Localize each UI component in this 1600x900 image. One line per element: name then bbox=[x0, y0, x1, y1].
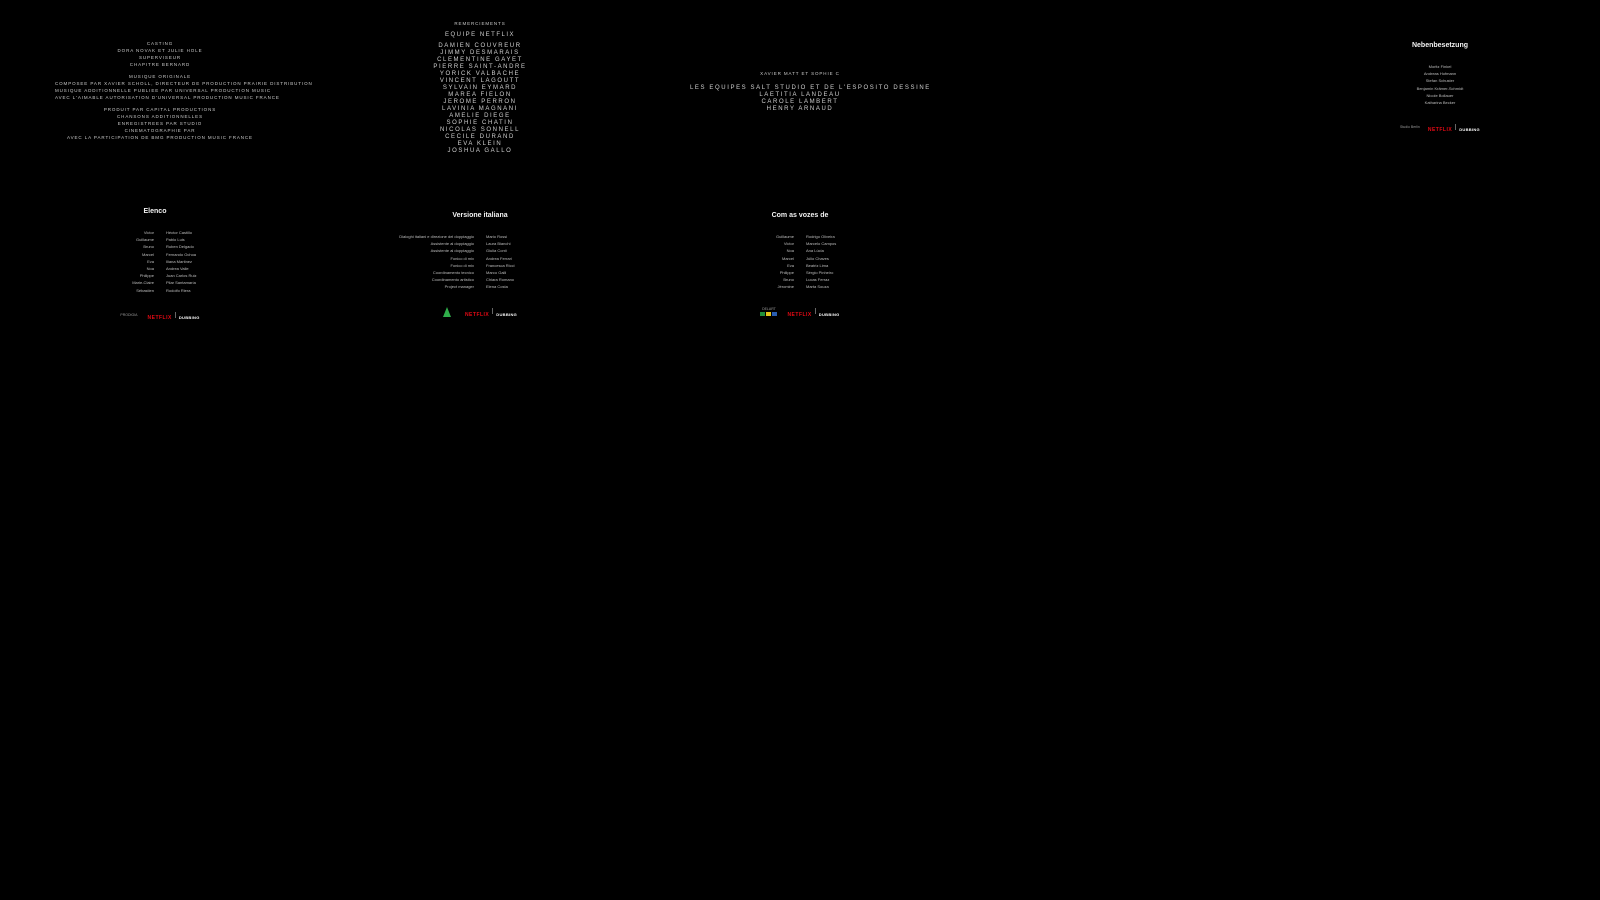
table-row bbox=[100, 229, 220, 236]
role-cell: Assistente al doppiaggio bbox=[430, 241, 474, 247]
team-name: VINCENT LAGOUTT bbox=[439, 78, 521, 84]
table-row bbox=[100, 258, 220, 265]
team-name: EVA KLEIN bbox=[457, 141, 503, 147]
section-title: Versione italiana bbox=[452, 212, 508, 219]
actor-cell: Júlio Chaves bbox=[806, 255, 829, 261]
table-row bbox=[100, 287, 220, 294]
actor-cell: Fernando Ochoa bbox=[166, 251, 197, 257]
role-cell: Sébastien bbox=[136, 287, 154, 293]
actor-cell: Marta Souza bbox=[806, 284, 829, 290]
table-row bbox=[390, 283, 570, 290]
role-cell: Dialoghi italiani e direzione del doppiaggio bbox=[399, 234, 474, 239]
team-subtitle: REMERCIEMENTS bbox=[454, 21, 506, 26]
actor-cell: Francesca Ricci bbox=[486, 262, 515, 268]
team-name: LAVINIA MAGNANI bbox=[442, 106, 518, 112]
actor-cell: Andrea Valle bbox=[166, 266, 189, 272]
tree-logo-icon bbox=[443, 307, 451, 317]
role-cell: Victor bbox=[783, 241, 794, 247]
actor-cell: Iliana Martinez bbox=[166, 258, 193, 264]
team-name: DAMIEN COUVREUR bbox=[438, 43, 522, 49]
team-name: NICOLAS SONNELL bbox=[439, 127, 521, 133]
credit-line: MUSIQUE ADDITIONNELLE PUBLIEE PAR UNIVERSAL PRODUCTION MUSIC bbox=[55, 88, 272, 93]
table-row bbox=[100, 236, 220, 243]
thanks-line: CAROLE LAMBERT bbox=[761, 99, 839, 105]
role-cell: Guillaume bbox=[135, 237, 154, 243]
dubbing-logo: DUBBING bbox=[178, 314, 200, 320]
team-name: PIERRE SAINT-ANDRE bbox=[433, 64, 527, 70]
table-row bbox=[100, 272, 220, 279]
flag-stripe bbox=[772, 312, 777, 316]
logo-bar bbox=[740, 303, 860, 321]
credits-panel-elenco bbox=[100, 208, 220, 324]
credit-line: CHAPITRE BERNARD bbox=[129, 62, 191, 67]
netflix-logo: NETFLIX bbox=[787, 311, 812, 318]
studio-logo bbox=[760, 307, 777, 316]
role-cell: Philippe bbox=[779, 270, 794, 276]
table-row bbox=[740, 233, 860, 240]
logo-divider bbox=[815, 308, 816, 314]
role-cell: Project manager bbox=[444, 284, 474, 290]
cast-list bbox=[1370, 63, 1510, 106]
section-title: Nebenbesetzung bbox=[1411, 42, 1468, 49]
logo-divider bbox=[492, 308, 493, 314]
actor-cell: Andrea Ferrari bbox=[486, 255, 512, 261]
role-cell: Eva bbox=[787, 262, 794, 268]
actor-cell: Ruben Delgado bbox=[166, 244, 194, 250]
list-item: Katharina Becker bbox=[1424, 100, 1456, 106]
role-cell: Noa bbox=[146, 266, 154, 272]
flag-stripe bbox=[760, 312, 765, 316]
role-cell: Marcel bbox=[781, 255, 794, 261]
list-item: Moritz Finkel bbox=[1428, 64, 1452, 69]
netflix-dubbing-logo bbox=[787, 303, 839, 321]
logo-bar bbox=[100, 306, 220, 324]
actor-cell: Marcelo Campos bbox=[806, 241, 837, 247]
actor-cell: Chiara Romano bbox=[486, 277, 515, 283]
actor-cell: Rodrigo Oliveira bbox=[806, 234, 835, 239]
role-cell: Fonico di mix bbox=[450, 262, 474, 268]
actor-cell: Sérgio Pinheiro bbox=[806, 270, 834, 276]
role-cell: Bruno bbox=[143, 244, 154, 250]
table-row bbox=[740, 262, 860, 269]
actor-cell: Pilar Santamaría bbox=[166, 280, 196, 286]
team-name: YORICK VALBACHE bbox=[439, 71, 521, 77]
team-name: AMELIE DIEGE bbox=[449, 113, 511, 119]
section-title: Com as vozes de bbox=[771, 212, 829, 219]
team-name: MAREA FIELON bbox=[448, 92, 512, 98]
team-name: SOPHIE CHATIN bbox=[446, 120, 514, 126]
team-name: JOSHUA GALLO bbox=[447, 148, 513, 154]
team-name: JEROME PERRON bbox=[443, 99, 517, 105]
actor-cell: Laura Bianchi bbox=[486, 241, 511, 247]
studio-logo: PRODIGIA bbox=[120, 312, 138, 317]
table-row bbox=[740, 269, 860, 276]
credits-panel-vozes bbox=[740, 212, 860, 321]
credit-line: ENREGISTREES PAR STUDIO bbox=[117, 121, 203, 126]
netflix-logo: NETFLIX bbox=[147, 314, 172, 321]
role-cell: Marie-Claire bbox=[132, 280, 154, 286]
credit-line: CHANSONS ADDITIONNELLES bbox=[117, 114, 203, 119]
netflix-logo: NETFLIX bbox=[1427, 127, 1453, 134]
actor-cell: Giulia Conti bbox=[486, 248, 507, 254]
logo-divider bbox=[175, 312, 176, 318]
list-item: Stefan Schuster bbox=[1425, 78, 1455, 84]
logo-bar bbox=[1370, 118, 1510, 136]
credit-line: AVEC L'AIMABLE AUTORISATION D'UNIVERSAL PRODUCTION MUSIC FRANCE bbox=[55, 95, 280, 100]
credits-panel-netflix-team bbox=[400, 20, 560, 155]
netflix-dubbing-logo bbox=[148, 306, 200, 324]
team-name: CLEMENTINE GAYET bbox=[437, 57, 523, 63]
thanks-line: LES EQUIPES SALT STUDIO ET DE L'ESPOSITO DESSINE bbox=[690, 85, 931, 91]
team-name: SYLVAIN EYMARD bbox=[442, 85, 518, 91]
team-name: CECILE DURAND bbox=[445, 134, 515, 140]
thanks-line: LAETITIA LANDEAU bbox=[759, 92, 841, 98]
table-row bbox=[390, 247, 570, 254]
actor-cell: Marco Galli bbox=[486, 270, 507, 276]
list-item: Nicole Bollauer bbox=[1426, 92, 1454, 98]
table-row bbox=[390, 233, 570, 240]
actor-cell: Beatriz Lima bbox=[806, 262, 829, 268]
table-row bbox=[100, 243, 220, 250]
role-cell: Jéromine bbox=[777, 284, 794, 290]
role-cell: Victor bbox=[143, 230, 154, 235]
table-row bbox=[740, 255, 860, 262]
table-row bbox=[100, 279, 220, 286]
table-row bbox=[740, 240, 860, 247]
actor-cell: Juan Carlos Ruiz bbox=[166, 273, 197, 279]
credits-panel-nebenbesetzung bbox=[1370, 42, 1510, 136]
table-row bbox=[390, 255, 570, 262]
table-row bbox=[390, 240, 570, 247]
list-item: Benjamin Krämer-Schmidt bbox=[1416, 85, 1464, 91]
role-cell: Coordinamento artistico bbox=[431, 277, 474, 283]
thanks-line: HENRY ARNAUD bbox=[766, 106, 834, 112]
actor-cell: Lucas Ferraz bbox=[806, 277, 830, 283]
logo-bar bbox=[390, 303, 570, 321]
dubbing-logo: DUBBING bbox=[818, 311, 840, 317]
role-cell: Philippe bbox=[139, 273, 154, 279]
netflix-dubbing-logo bbox=[1428, 118, 1480, 136]
role-cell: Assistente al doppiaggio bbox=[430, 248, 474, 254]
dubbing-logo: DUBBING bbox=[496, 311, 518, 317]
role-cell: Noa bbox=[786, 248, 794, 254]
credits-panel-thanks bbox=[690, 70, 931, 113]
voice-cast-table bbox=[740, 233, 860, 291]
table-row bbox=[390, 262, 570, 269]
credit-line: MUSIQUE ORIGINALE bbox=[128, 74, 192, 79]
credit-line: COMPOSEE PAR XAVIER SCHOLL, DIRECTEUR DE PRODUCTION PRAIRIE DISTRIBUTION bbox=[55, 81, 313, 86]
role-cell: Bruno bbox=[783, 277, 794, 283]
logo-divider bbox=[1455, 124, 1456, 130]
role-cell: Fonico di mix bbox=[450, 255, 474, 261]
credit-line: CASTING bbox=[146, 41, 174, 46]
actor-cell: Elena Costa bbox=[486, 284, 508, 290]
netflix-logo: NETFLIX bbox=[464, 311, 490, 318]
list-item: Andreas Hofmann bbox=[1423, 71, 1457, 77]
actor-cell: Héctor Castillo bbox=[166, 230, 193, 235]
role-cell: Guillaume bbox=[775, 234, 794, 239]
actor-cell: Rodolfo Riera bbox=[166, 287, 191, 293]
credit-line: SUPERVISEUR bbox=[138, 55, 182, 60]
team-name: JIMMY DESMARAIS bbox=[440, 50, 520, 56]
table-row bbox=[390, 276, 570, 283]
studio-logo-text: DELART bbox=[762, 307, 776, 312]
flag-icon bbox=[760, 312, 777, 316]
dubbing-logo: DUBBING bbox=[1459, 127, 1480, 133]
dubbing-crew-table bbox=[390, 233, 570, 291]
credit-line: CINEMATOGRAPHIE PAR bbox=[124, 128, 196, 133]
credits-panel-french bbox=[55, 40, 313, 141]
table-row bbox=[740, 276, 860, 283]
netflix-dubbing-logo bbox=[465, 303, 517, 321]
flag-stripe bbox=[766, 312, 771, 316]
table-row bbox=[740, 247, 860, 254]
team-title: EQUIPE NETFLIX bbox=[444, 32, 515, 38]
table-row bbox=[100, 265, 220, 272]
credit-line: PRODUIT PAR CAPITAL PRODUCTIONS bbox=[103, 107, 217, 112]
table-row bbox=[390, 269, 570, 276]
credit-line: DORA NOVAK ET JULIE HOLE bbox=[117, 48, 203, 53]
table-row bbox=[740, 283, 860, 290]
table-row bbox=[100, 251, 220, 258]
role-cell: Eva bbox=[147, 258, 154, 264]
cast-table bbox=[100, 229, 220, 294]
role-cell: Marcel bbox=[141, 251, 154, 257]
actor-cell: Mario Rossi bbox=[486, 234, 508, 239]
actor-cell: Pablo Luis bbox=[166, 237, 185, 243]
thanks-title: XAVIER MATT ET SOPHIE C bbox=[760, 71, 840, 76]
section-title: Elenco bbox=[143, 208, 167, 215]
credit-line: AVEC LA PARTICIPATION DE BMG PRODUCTION MUSIC FRANCE bbox=[67, 135, 253, 140]
actor-cell: Ana Lúcia bbox=[806, 248, 824, 254]
studio-logo: Studio Berlin bbox=[1400, 125, 1420, 130]
role-cell: Coordinamento tecnico bbox=[432, 270, 474, 276]
credits-panel-italiana bbox=[390, 212, 570, 321]
